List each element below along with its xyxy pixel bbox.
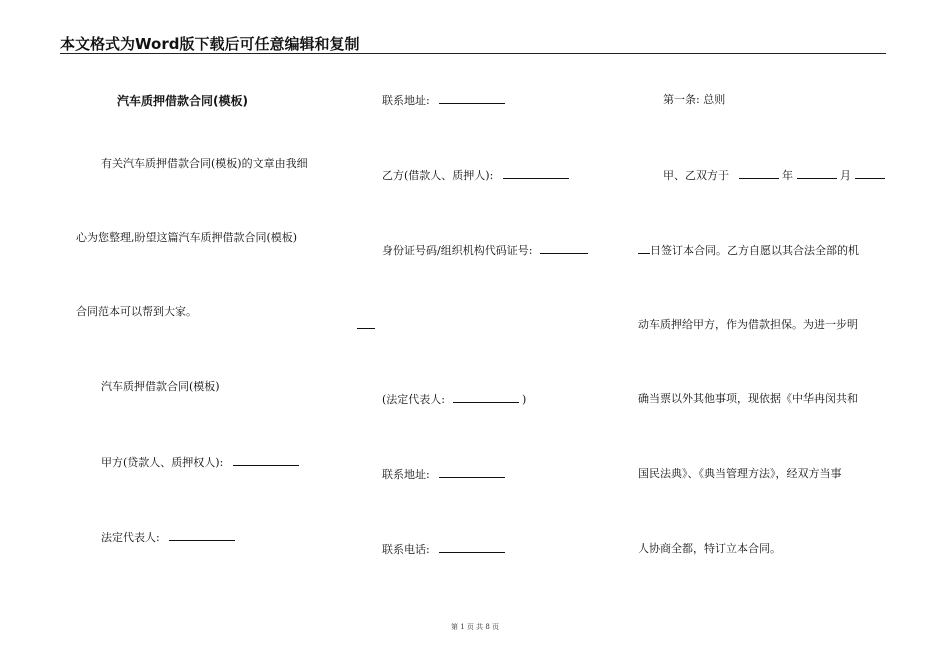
id-number-label: 身份证号码/组织机构代码证号: (382, 244, 533, 257)
date-line (663, 168, 885, 183)
header-divider (60, 53, 886, 54)
party-a-label: 甲方(贷款人、质押权人): (101, 456, 224, 469)
id-number-continuation (357, 318, 375, 333)
address-blank (439, 93, 505, 104)
document-title: 汽车质押借款合同(模板) (117, 94, 248, 108)
month-blank (797, 168, 837, 179)
legal-rep-blank (169, 530, 235, 541)
address-b-label: 联系地址: (382, 468, 430, 481)
party-b-line (382, 168, 569, 183)
id-number-blank (540, 243, 588, 254)
page-header: 本文格式为Word版下载后可任意编辑和复制 (60, 35, 360, 53)
paragraph-line: 人协商全都，特订立本合同。 (638, 542, 781, 555)
phone-label: 联系电话: (382, 543, 430, 556)
paragraph-line: 国民法典》、《典当管理方法》，经双方当事 (638, 467, 842, 480)
paragraph-line: 有关汽车质押借款合同(模板)的文章由我细 (101, 157, 308, 170)
paragraph-line: 确当票以外其他事项，现依据《中华冉闵共和 (638, 392, 858, 405)
page-number: 第 1 页 共 8 页 (450, 623, 500, 631)
year-label: 年 (782, 169, 793, 182)
year-blank (739, 168, 779, 179)
legal-rep-b-blank (453, 392, 519, 403)
address-b-blank (439, 467, 505, 478)
article-heading: 第一条: 总则 (663, 93, 726, 106)
address-label: 联系地址: (382, 94, 430, 107)
party-a-line (101, 455, 299, 470)
paragraph-line: 合同范本可以帮到大家。 (76, 305, 197, 318)
id-number-line (382, 243, 588, 258)
phone-blank (439, 542, 505, 553)
date-prefix: 甲、乙双方于 (663, 169, 729, 182)
day-blank-continued (638, 243, 650, 254)
month-label: 月 (840, 169, 851, 182)
legal-rep-b-close: ) (522, 393, 527, 406)
phone-line (382, 542, 505, 557)
address-b-line (382, 467, 505, 482)
legal-rep-line (101, 530, 235, 545)
legal-rep-label: 法定代表人: (101, 531, 160, 544)
party-a-blank (233, 455, 299, 466)
address-line (382, 93, 505, 108)
party-b-blank (503, 168, 569, 179)
paragraph-line (638, 243, 859, 258)
legal-rep-b-label: (法定代表人: (382, 393, 445, 406)
day-blank (855, 168, 885, 179)
party-b-label: 乙方(借款人、质押人): (382, 169, 494, 182)
paragraph-text: 日签订本合同。乙方自愿以其合法全部的机 (650, 244, 859, 257)
paragraph-line: 动车质押给甲方，作为借款担保。为进一步明 (638, 318, 858, 331)
id-number-blank-continued (357, 318, 375, 329)
legal-rep-b-line (382, 392, 526, 407)
section-title: 汽车质押借款合同(模板) (101, 380, 220, 393)
paragraph-line: 心为您整理,盼望这篇汽车质押借款合同(模板) (76, 231, 298, 244)
